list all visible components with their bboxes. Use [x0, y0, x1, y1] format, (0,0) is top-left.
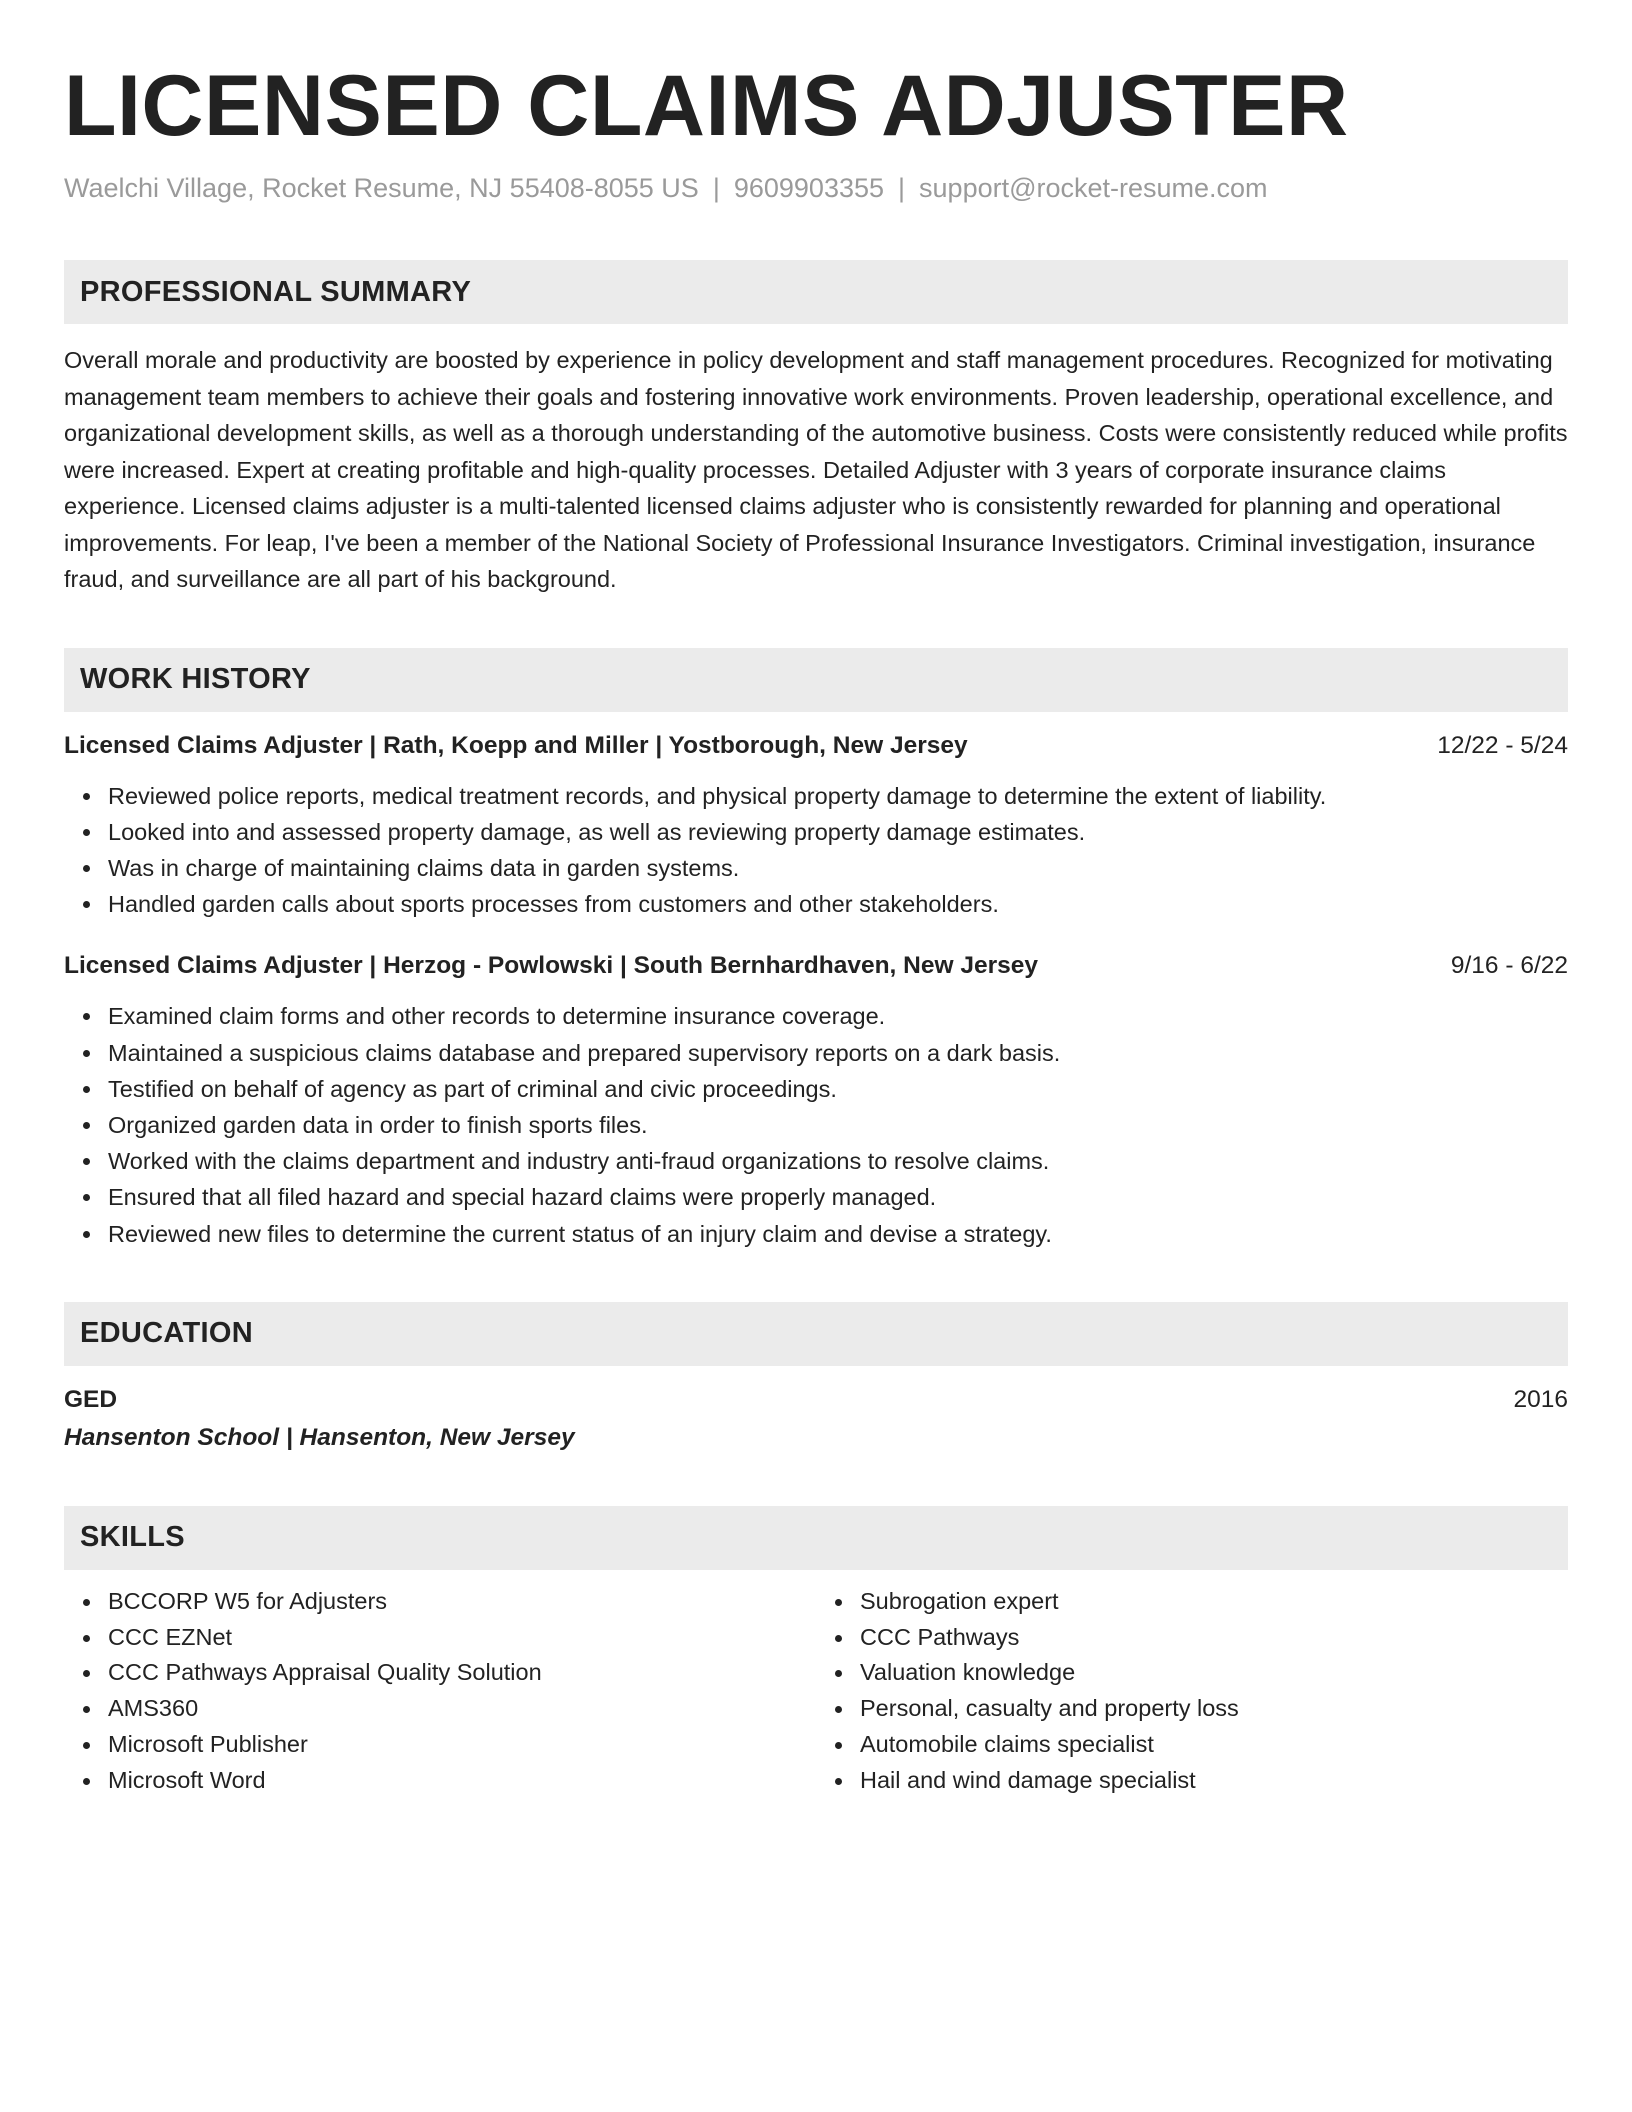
job-duty: Testified on behalf of agency as part of criminal and civic proceedings.: [108, 1071, 1568, 1107]
contact-separator: |: [712, 173, 720, 203]
education-year: 2016: [1513, 1385, 1568, 1413]
job-dates: 9/16 - 6/22: [1450, 952, 1568, 980]
job-duty: Was in charge of maintaining claims data in garden systems.: [108, 850, 1568, 886]
skill-item: CCC Pathways: [860, 1620, 1568, 1656]
section-header-skills: SKILLS: [64, 1506, 1568, 1570]
job-dates: 12/22 - 5/24: [1437, 731, 1568, 759]
section-header-summary: PROFESSIONAL SUMMARY: [64, 260, 1568, 324]
job-duties: [64, 998, 1568, 1251]
job-title: Licensed Claims Adjuster | Rath, Koepp and Miller | Yostborough, New Jersey: [64, 731, 968, 759]
skill-item: Subrogation expert: [860, 1584, 1568, 1620]
job-duty: Ensured that all filed hazard and special hazard claims were properly managed.: [108, 1179, 1568, 1215]
contact-phone: 9609903355: [733, 173, 885, 203]
job-header: [64, 948, 1568, 984]
skill-item: CCC EZNet: [108, 1620, 816, 1656]
job-duty: Maintained a suspicious claims database and prepared supervisory reports on a dark basis.: [108, 1035, 1568, 1071]
contact-address: Waelchi Village, Rocket Resume, NJ 55408-8055 US: [64, 173, 699, 203]
job-entry: [64, 728, 1568, 923]
skills-column-left: [64, 1584, 816, 1799]
skill-item: Hail and wind damage specialist: [860, 1763, 1568, 1799]
education-school: Hansenton School | Hansenton, New Jersey: [64, 1423, 575, 1451]
skill-item: Automobile claims specialist: [860, 1727, 1568, 1763]
job-entry: [64, 948, 1568, 1251]
skill-item: CCC Pathways Appraisal Quality Solution: [108, 1655, 816, 1691]
education-header: [64, 1382, 1568, 1418]
job-duty: Reviewed new files to determine the current status of an injury claim and devise a strategy.: [108, 1216, 1568, 1252]
skill-item: Personal, casualty and property loss: [860, 1691, 1568, 1727]
job-duty: Worked with the claims department and industry anti-fraud organizations to resolve claims.: [108, 1143, 1568, 1179]
skills-column-right: [816, 1584, 1568, 1799]
job-duty: Examined claim forms and other records to determine insurance coverage.: [108, 998, 1568, 1034]
job-duty: Handled garden calls about sports processes from customers and other stakeholders.: [108, 886, 1568, 922]
education-degree: GED: [64, 1385, 118, 1413]
contact-email[interactable]: support@rocket-resume.com: [919, 173, 1268, 203]
skill-item: Microsoft Word: [108, 1763, 816, 1799]
candidate-name: LICENSED CLAIMS ADJUSTER: [64, 58, 1349, 154]
section-header-work-history: WORK HISTORY: [64, 648, 1568, 712]
job-duty: Organized garden data in order to finish sports files.: [108, 1107, 1568, 1143]
summary-text: Overall morale and productivity are boosted by experience in policy development and staff management procedures. Recognized for motivating management team members to achieve their goals and fostering innovative work environments. Proven leadership, operational excellence, and organizational development skills, as well as a thorough understanding of the automotive business. Costs were consistently reduced while profits were increased. Expert at creating profitable and high-quality processes. Detailed Adjuster with 3 years of corporate insurance claims experience. Licensed claims adjuster is a multi-talented licensed claims adjuster who is consistently rewarded for planning and operational improvements. For leap, I've been a member of the National Society of Professional Insurance Investigators. Criminal investigation, insurance fraud, and surveillance are all part of his background.: [64, 347, 1568, 592]
skill-item: BCCORP W5 for Adjusters: [108, 1584, 816, 1620]
job-duties: [64, 778, 1568, 923]
skill-item: Microsoft Publisher: [108, 1727, 816, 1763]
job-duty: Reviewed police reports, medical treatment records, and physical property damage to determine the extent of liability.: [108, 778, 1568, 814]
contact-separator: |: [898, 173, 906, 203]
job-duty: Looked into and assessed property damage, as well as reviewing property damage estimates.: [108, 814, 1568, 850]
job-header: [64, 728, 1568, 764]
contact-line: [64, 170, 1568, 206]
job-title: Licensed Claims Adjuster | Herzog - Powlowski | South Bernhardhaven, New Jersey: [64, 952, 1039, 980]
skill-item: AMS360: [108, 1691, 816, 1727]
section-header-education: EDUCATION: [64, 1302, 1568, 1366]
skill-item: Valuation knowledge: [860, 1655, 1568, 1691]
skills-columns: [64, 1584, 1568, 1799]
education-entry: [64, 1382, 1568, 1456]
